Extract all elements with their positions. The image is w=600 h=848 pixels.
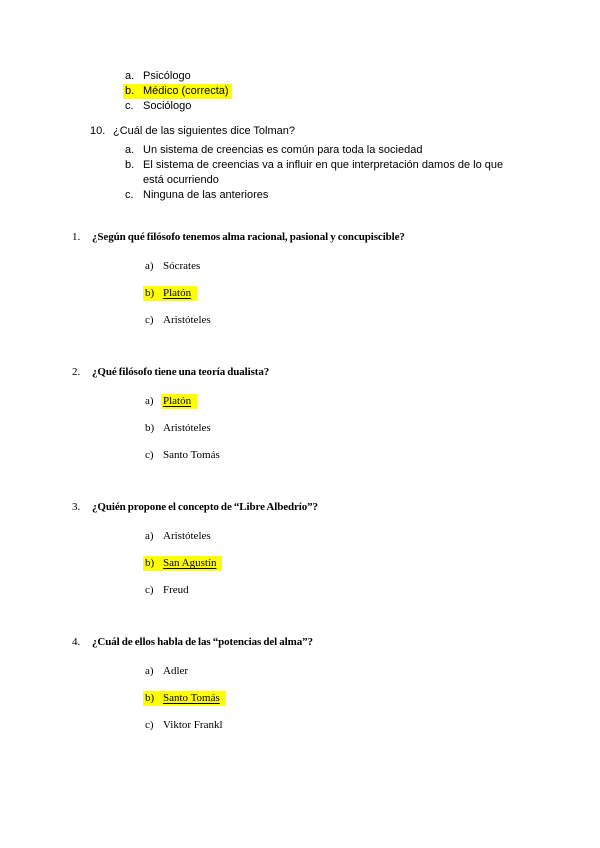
answer-highlight bbox=[161, 394, 197, 409]
question-4 bbox=[72, 635, 572, 745]
question-10-options bbox=[125, 143, 503, 203]
option-letter: b. bbox=[125, 85, 135, 97]
option-row bbox=[145, 718, 223, 733]
question-line bbox=[72, 230, 572, 245]
answer-highlight bbox=[143, 691, 226, 706]
option-letter: a. bbox=[125, 144, 135, 156]
option-text: Aristóteles bbox=[163, 530, 211, 542]
option-letter: c. bbox=[125, 100, 134, 112]
answer-highlight bbox=[143, 556, 222, 571]
option-letter: b) bbox=[145, 287, 155, 299]
option-row bbox=[125, 69, 232, 84]
question-number: 2. bbox=[72, 366, 81, 378]
option-text: Santo Tomás bbox=[163, 692, 220, 704]
option-row bbox=[145, 664, 188, 679]
question-line bbox=[90, 124, 295, 139]
option-row-correct bbox=[145, 286, 197, 301]
option-row bbox=[145, 421, 211, 436]
option-row bbox=[125, 188, 503, 203]
option-row bbox=[125, 143, 503, 158]
option-letter: c) bbox=[145, 314, 154, 326]
option-text: Platón bbox=[163, 287, 192, 299]
question-text: ¿Según qué filósofo tenemos alma racional, pasional y concupiscible? bbox=[92, 231, 405, 243]
option-row-correct bbox=[145, 394, 197, 409]
option-letter: a) bbox=[145, 530, 154, 542]
option-letter: c) bbox=[145, 449, 154, 461]
option-letter: a. bbox=[125, 70, 135, 82]
question-number: 10. bbox=[90, 125, 106, 137]
question-number: 4. bbox=[72, 636, 81, 648]
question-line bbox=[72, 365, 572, 380]
question-number: 3. bbox=[72, 501, 81, 513]
option-letter: b) bbox=[145, 692, 155, 704]
question-3 bbox=[72, 500, 572, 610]
option-text: Sócrates bbox=[163, 260, 201, 272]
question-text: ¿Cuál de ellos habla de las “potencias del alma”? bbox=[92, 636, 313, 648]
option-text: Psicólogo bbox=[143, 70, 191, 82]
option-text: Freud bbox=[163, 584, 189, 596]
option-row bbox=[145, 313, 211, 328]
option-row bbox=[125, 99, 232, 114]
option-text: Platón bbox=[163, 395, 192, 407]
question-text: ¿Qué filósofo tiene una teoría dualista? bbox=[92, 366, 270, 378]
answer-highlight bbox=[123, 84, 232, 99]
answer-highlight bbox=[143, 286, 197, 301]
option-letter: b. bbox=[125, 159, 135, 171]
question-line bbox=[72, 500, 572, 515]
option-row bbox=[145, 583, 189, 598]
option-text: San Agustín bbox=[163, 557, 217, 569]
option-row-correct bbox=[145, 556, 222, 571]
option-text: Viktor Frankl bbox=[163, 719, 223, 731]
option-letter: c) bbox=[145, 584, 154, 596]
option-text: Ninguna de las anteriores bbox=[143, 189, 269, 201]
option-letter: a) bbox=[145, 395, 154, 407]
question-text: ¿Quién propone el concepto de “Libre Albedrío”? bbox=[92, 501, 318, 513]
question-line bbox=[72, 635, 572, 650]
carryover-options-list bbox=[125, 69, 232, 114]
option-letter: b) bbox=[145, 557, 155, 569]
question-number: 1. bbox=[72, 231, 81, 243]
option-letter: b) bbox=[145, 422, 155, 434]
option-row-correct bbox=[145, 691, 226, 706]
option-letter: a) bbox=[145, 665, 154, 677]
option-row bbox=[145, 259, 200, 274]
option-letter: c) bbox=[145, 719, 154, 731]
option-letter: a) bbox=[145, 260, 154, 272]
option-text: Aristóteles bbox=[163, 314, 211, 326]
option-row bbox=[145, 448, 220, 463]
option-text: Sociólogo bbox=[143, 100, 192, 112]
option-row-correct bbox=[125, 84, 232, 99]
option-text: Médico (correcta) bbox=[143, 85, 229, 97]
option-text: Aristóteles bbox=[163, 422, 211, 434]
question-2 bbox=[72, 365, 572, 475]
option-text: Adler bbox=[163, 665, 189, 677]
option-row bbox=[125, 158, 503, 188]
option-letter: c. bbox=[125, 189, 134, 201]
question-1 bbox=[72, 230, 572, 340]
option-row bbox=[145, 529, 211, 544]
option-text: Un sistema de creencias es común para toda la sociedad bbox=[143, 144, 423, 156]
option-text: El sistema de creencias va a influir en que interpretación damos de lo que está ocurriendo bbox=[143, 159, 504, 186]
question-text: ¿Cuál de las siguientes dice Tolman? bbox=[113, 125, 296, 137]
question-10 bbox=[90, 124, 295, 139]
option-text: Santo Tomás bbox=[163, 449, 220, 461]
